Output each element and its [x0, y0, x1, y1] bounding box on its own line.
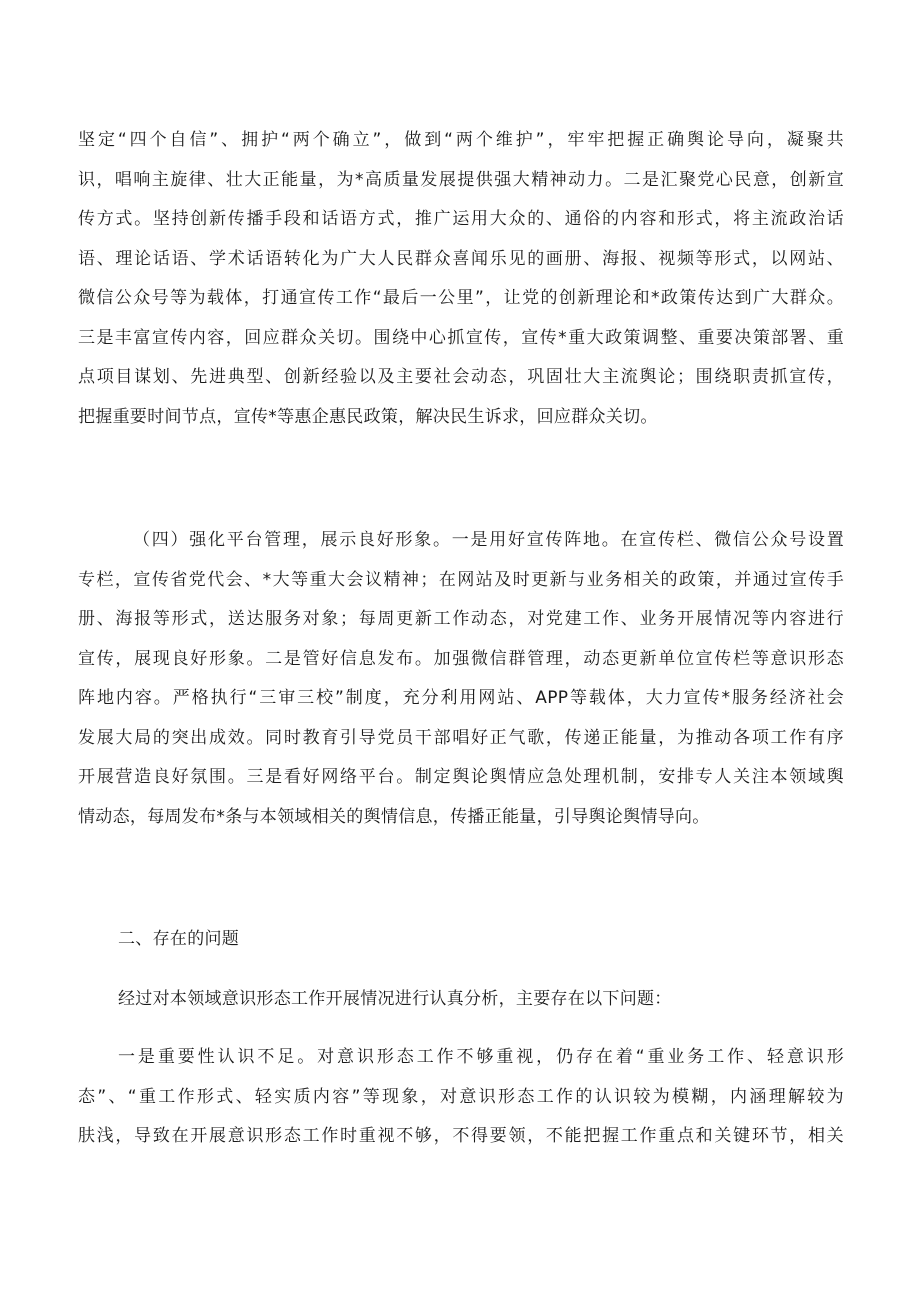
text-line: 把握重要时间节点，宣传*等惠企惠民政策，解决民生诉求，回应群众关切。: [78, 406, 658, 427]
text-line: 一是重要性认识不足。对意识形态工作不够重视，仍存在着“重业务工作、轻意识形: [118, 1047, 844, 1067]
text-line: 专栏，宣传省党代会、*大等重大会议精神；在网站及时更新与业务相关的政策，并通过宣传手: [78, 569, 844, 590]
text-line: 肤浅，导致在开展意识形态工作时重视不够，不得要领，不能把握工作重点和关键环节，相关: [78, 1126, 844, 1146]
text-line: 微信公众号等为载体，打通宣传工作“最后一公里”，让党的创新理论和*政策传达到广大群众。: [78, 288, 844, 308]
text-line: 册、海报等形式，送达服务对象；每周更新工作动态，对党建工作、业务开展情况等内容进行: [78, 609, 844, 629]
text-line: 宣传，展现良好形象。二是管好信息发布。加强微信群管理，动态更新单位宣传栏等意识形态: [78, 648, 844, 669]
text-line: 态”、“重工作形式、轻实质内容”等现象，对意识形态工作的认识较为模糊，内涵理解较为: [78, 1086, 844, 1107]
paragraph-continued: [78, 121, 844, 437]
paragraph-problem-one: [78, 1038, 844, 1157]
text-line: 识，唱响主旋律、壮大正能量，为*高质量发展提供强大精神动力。二是汇聚党心民意，创新宣: [78, 169, 844, 190]
text-line: 阵地内容。严格执行“三审三校”制度，充分利用网站、APP等载体，大力宣传*服务经济社会: [78, 688, 844, 708]
section-heading-block: [118, 920, 844, 960]
text-line: 坚定“四个自信”、拥护“两个确立”，做到“两个维护”，牢牢把握正确舆论导向，凝聚共: [78, 130, 844, 150]
section-heading: 二、存在的问题: [118, 929, 240, 949]
paragraph-intro-problems: [118, 980, 844, 1020]
text-line: 三是丰富宣传内容，回应群众关切。围绕中心抓宣传，宣传*重大政策调整、重要决策部署、重: [78, 327, 844, 348]
text-line: 发展大局的突出成效。同时教育引导党员干部唱好正气歌，传递正能量，为推动各项工作有序: [78, 727, 844, 748]
text-line: （四）强化平台管理，展示良好形象。一是用好宣传阵地。在宣传栏、微信公众号设置: [133, 530, 844, 550]
text-line: 传方式。坚持创新传播手段和话语方式，推广运用大众的、通俗的内容和形式，将主流政治话: [78, 209, 844, 229]
text-line: 情动态，每周发布*条与本领域相关的舆情信息，传播正能量，引导舆论舆情导向。: [78, 806, 710, 827]
text-line: 语、理论话语、学术话语转化为广大人民群众喜闻乐见的画册、海报、视频等形式，以网站、: [78, 248, 844, 269]
paragraph-platform-management: [78, 521, 844, 837]
text-line: 点项目谋划、先进典型、创新经验以及主要社会动态，巩固壮大主流舆论；围绕职责抓宣传，: [78, 367, 844, 387]
text-line: 开展营造良好氛围。三是看好网络平台。制定舆论舆情应急处理机制，安排专人关注本领域舆: [78, 767, 844, 787]
text-line: 经过对本领域意识形态工作开展情况进行认真分析，主要存在以下问题：: [118, 989, 672, 1009]
